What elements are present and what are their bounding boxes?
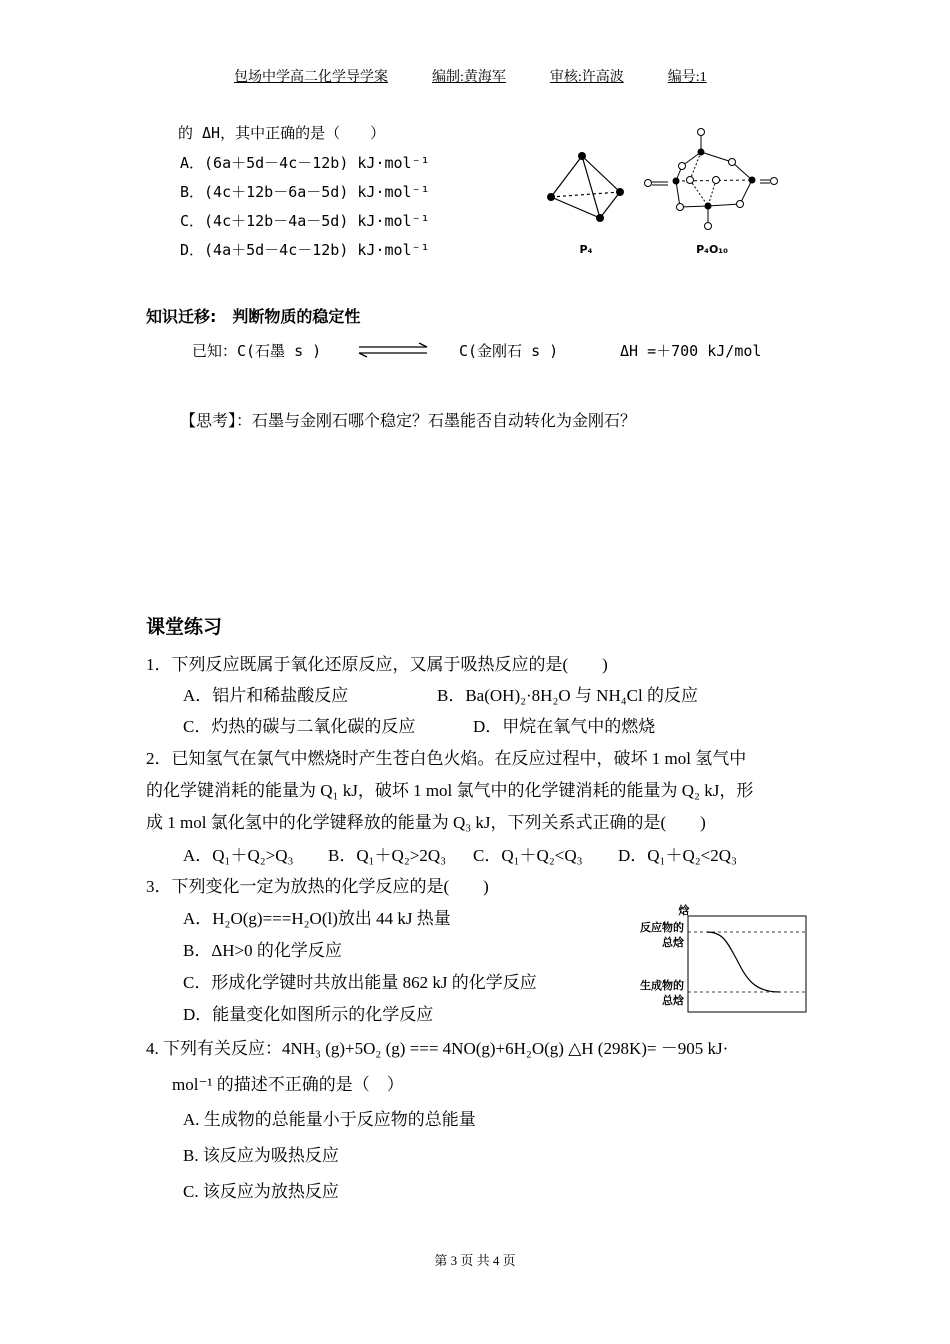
enthalpy-axis-label: 焓	[678, 904, 690, 917]
product-label-2: 总焓	[662, 994, 684, 1007]
q3-option-a: A．H₂O(g)===H₂O(l)放出 44 kJ 热量	[183, 909, 451, 928]
energy-curve	[707, 932, 780, 992]
q3-option-c: C．形成化学键时共放出能量 862 kJ 的化学反应	[183, 973, 537, 992]
header-editor: 编制:黄海军	[432, 70, 506, 85]
option-a: A．(6a＋5d－4c－12b) kJ·mol⁻¹	[180, 154, 430, 172]
q2-option-a: A．Q₁＋Q₂>Q₃	[183, 846, 294, 865]
header-reviewer: 审核:许高波	[549, 70, 624, 85]
option-b: B．(4c＋12b－6a－5d) kJ·mol⁻¹	[180, 183, 430, 201]
p4-label: P₄	[579, 243, 593, 256]
q4-option-c: C. 该反应为放热反应	[183, 1182, 339, 1201]
header-number: 编号:1	[667, 70, 707, 85]
p4-tetrahedron	[551, 156, 620, 218]
q3-stem: 3．下列变化一定为放热的化学反应的是( )	[146, 877, 489, 896]
q2-option-b: B．Q₁＋Q₂>2Q₃	[328, 846, 447, 865]
q2-option-d: D．Q₁＋Q₂<2Q₃	[618, 846, 737, 865]
reactant-label-2: 总焓	[662, 936, 684, 949]
q2-stem-line3: 成 1 mol 氯化氢中的化学键释放的能量为 Q₃ kJ，下列关系式正确的是( )	[146, 813, 706, 832]
delta-h-value: ΔH =＋700 kJ/mol	[620, 342, 762, 360]
option-d: D．(4a＋5d－4c－12b) kJ·mol⁻¹	[180, 241, 430, 259]
enthalpy-diagram	[615, 902, 815, 1014]
q3-option-b: B．ΔH>0 的化学反应	[183, 941, 342, 960]
p4o10-label: P₄O₁₀	[696, 243, 728, 256]
page-footer: 第 3 页 共 4 页	[434, 1253, 516, 1268]
q2-stem-line1: 2．已知氢气在氯气中燃烧时产生苍白色火焰。在反应过程中，破坏 1 mol 氢气中	[146, 749, 747, 768]
practice-title: 课堂练习	[146, 616, 223, 638]
question-stem: 的 ΔH，其中正确的是（ ）	[178, 124, 386, 142]
q3-option-d: D．能量变化如图所示的化学反应	[183, 1005, 434, 1024]
reactant-label-1: 反应物的	[640, 921, 684, 934]
q1-option-b: B．Ba(OH)₂·8H₂O 与 NH₄Cl 的反应	[437, 686, 698, 705]
page-header	[234, 66, 707, 86]
p4-p4o10-structure-figure	[540, 122, 790, 262]
q4-option-a: A. 生成物的总能量小于反应物的总能量	[183, 1110, 476, 1129]
q1-stem: 1．下列反应既属于氧化还原反应，又属于吸热反应的是( )	[146, 655, 608, 674]
q4-stem-line2: mol⁻¹ 的描述不正确的是（ ）	[172, 1075, 404, 1094]
product-label-1: 生成物的	[640, 979, 684, 992]
think-question: 【思考】：石墨与金刚石哪个稳定？石墨能否自动转化为金刚石？	[180, 411, 637, 430]
q2-option-c: C．Q₁＋Q₂<Q₃	[473, 846, 583, 865]
q1-option-d: D．甲烷在氧气中的燃烧	[473, 717, 656, 736]
equilibrium-arrow-icon	[357, 342, 429, 358]
q1-option-a: A．铝片和稀盐酸反应	[183, 686, 349, 705]
q4-stem-line1: 4. 下列有关反应：4NH₃ (g)+5O₂ (g) === 4NO(g)+6H₂O(g) △H (298K)= －905 kJ·	[146, 1039, 729, 1058]
option-c: C．(4c＋12b－4a－5d) kJ·mol⁻¹	[180, 212, 430, 230]
q4-option-b: B. 该反应为吸热反应	[183, 1146, 339, 1165]
q1-option-c: C．灼热的碳与二氧化碳的反应	[183, 717, 416, 736]
known-product: C(金刚石 s )	[459, 342, 559, 360]
known-reactant: 已知：C(石墨 s )	[192, 342, 322, 360]
header-school: 包场中学高二化学导学案	[234, 70, 388, 85]
knowledge-title: 知识迁移: 判断物质的稳定性	[146, 307, 361, 326]
q2-stem-line2: 的化学键消耗的能量为 Q₁ kJ，破坏 1 mol 氯气中的化学键消耗的能量为 Q₂ kJ，形	[146, 781, 754, 800]
